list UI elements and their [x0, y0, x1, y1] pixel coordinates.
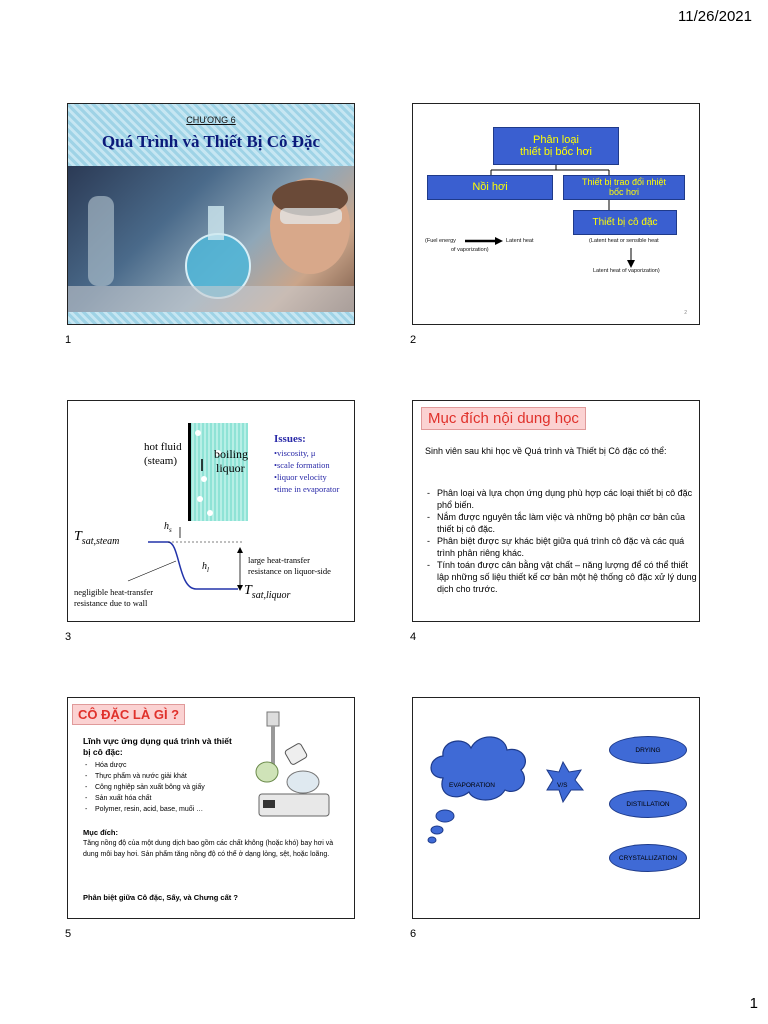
drying-ellipse: DRYING — [609, 736, 687, 764]
application-item: - Hóa dược — [95, 760, 245, 771]
tsat-liquor-label: $T_{sat,liquor}$ — [244, 583, 291, 601]
hot-fluid-label: hot fluid — [144, 441, 182, 453]
slide-number-3: 3 — [65, 631, 72, 643]
slide-number-6: 6 — [410, 928, 417, 940]
heat-exchanger-box: Thiết bị trao đổi nhiệt bốc hơi — [563, 175, 685, 200]
question-text: Phân biệt giữa Cô đặc, Sấy, và Chưng cất ? — [83, 893, 238, 902]
slide-5-heading: Lĩnh vực ứng dụng quá trình và thiết bị cô đặc: — [83, 736, 232, 757]
slide-5-title: CÔ ĐẶC LÀ GÌ ? — [72, 704, 185, 725]
issue-item: •scale formation — [274, 460, 330, 470]
root-box: Phân loại thiết bị bốc hơi — [493, 127, 619, 165]
issue-item: •time in evaporator — [274, 484, 340, 494]
vs-label: V/S — [557, 782, 568, 789]
noi-hoi-box: Nồi hơi — [427, 175, 553, 200]
purpose-text: Tăng nồng độ của một dung dịch bao gồm các chất không (hoặc khó) bay hơi và dung môi bay hơi. Sản phẩm tăng nồng độ có thể ở dạng lỏng, sệt, hoặc loãng. — [83, 840, 334, 858]
slide-4-intro: Sinh viên sau khi học về Quá trình và Thiết bị Cô đặc có thể: — [425, 446, 667, 456]
objective-item: - Nắm được nguyên tắc làm việc và những bộ phận cơ bản của thiết bị cô đặc. — [437, 511, 699, 535]
hs-label: $h_s$ — [164, 521, 172, 534]
tsat-steam-label: $T_{sat,steam}$ — [74, 529, 120, 547]
application-item: - Sản xuất hóa chất — [95, 793, 245, 804]
lab-photo — [68, 166, 354, 312]
vaporization-label: of vaporization) — [451, 247, 489, 253]
objective-item: - Phân biệt được sự khác biệt giữa quá trình cô đặc và các quá trình phân riêng khác. — [437, 535, 699, 559]
large-resistance-1: large heat-transfer — [248, 555, 310, 565]
latent-heat-label: Latent heat — [506, 238, 534, 244]
application-item: - Thực phẩm và nước giải khát — [95, 771, 245, 782]
slide-1-chapter: CHƯƠNG 6 — [186, 115, 236, 125]
co-dac-box: Thiết bị cô đặc — [573, 210, 677, 235]
issue-item: •liquor velocity — [274, 472, 327, 482]
page-number: 1 — [749, 995, 758, 1012]
application-item: - Polymer, resin, acid, base, muối … — [95, 804, 245, 815]
objective-item: - Phân loại và lựa chọn ứng dụng phù hợp các loại thiết bị cô đặc phổ biến. — [437, 487, 699, 511]
slide-number-1: 1 — [65, 334, 72, 346]
fuel-energy-label: (Fuel energy — [425, 238, 456, 244]
slide-4 — [412, 400, 700, 622]
slide-1 — [67, 103, 355, 325]
purpose-label: Mục đích: — [83, 828, 118, 837]
issues-title: Issues: — [274, 433, 306, 445]
slide-5 — [67, 697, 355, 919]
slide-2 — [412, 103, 700, 325]
objective-item: - Tính toán được cân bằng vật chất – năng lượng để có thể thiết lập những số liệu thiết kế cơ bản một hệ thống cô đặc xử lý dung dịch cho trước. — [437, 559, 699, 595]
application-list — [83, 760, 245, 815]
slide-4-objectives — [425, 487, 699, 595]
negligible-1: negligible heat-transfer — [74, 587, 154, 597]
liquor-label: liquor — [216, 461, 245, 475]
large-resistance-2: resistance on liquor-side — [248, 566, 331, 576]
evaporator-image — [243, 710, 333, 822]
application-item: - Công nghiệp sản xuất bông và giấy — [95, 782, 245, 793]
slide-4-title: Mục đích nội dung học — [421, 407, 586, 430]
negligible-2: resistance due to wall — [74, 598, 148, 608]
latent-or-sensible-label: (Latent heat or sensible heat — [589, 238, 659, 244]
slide-3 — [67, 400, 355, 622]
evaporation-label: EVAPORATION — [449, 782, 495, 789]
hl-label: $h_l$ — [202, 561, 209, 574]
slide-number-5: 5 — [65, 928, 72, 940]
slide-2-corner-number: 2 — [684, 310, 687, 316]
slide-number-2: 2 — [410, 334, 417, 346]
slide-1-bottom-band — [68, 312, 354, 324]
issues-list — [274, 447, 339, 495]
issue-item: •viscosity, μ — [274, 448, 316, 458]
slide-6 — [412, 697, 700, 919]
distillation-ellipse: DISTILLATION — [609, 790, 687, 818]
latent-vaporization-label: Latent heat of vaporization) — [593, 268, 660, 274]
crystallization-ellipse: CRYSTALLIZATION — [609, 844, 687, 872]
steam-label: (steam) — [144, 455, 177, 467]
boiling-label: boiling — [214, 447, 249, 461]
header-date: 11/26/2021 — [678, 8, 752, 25]
slide-1-title: Quá Trình và Thiết Bị Cô Đặc — [101, 132, 321, 151]
slide-number-4: 4 — [410, 631, 417, 643]
